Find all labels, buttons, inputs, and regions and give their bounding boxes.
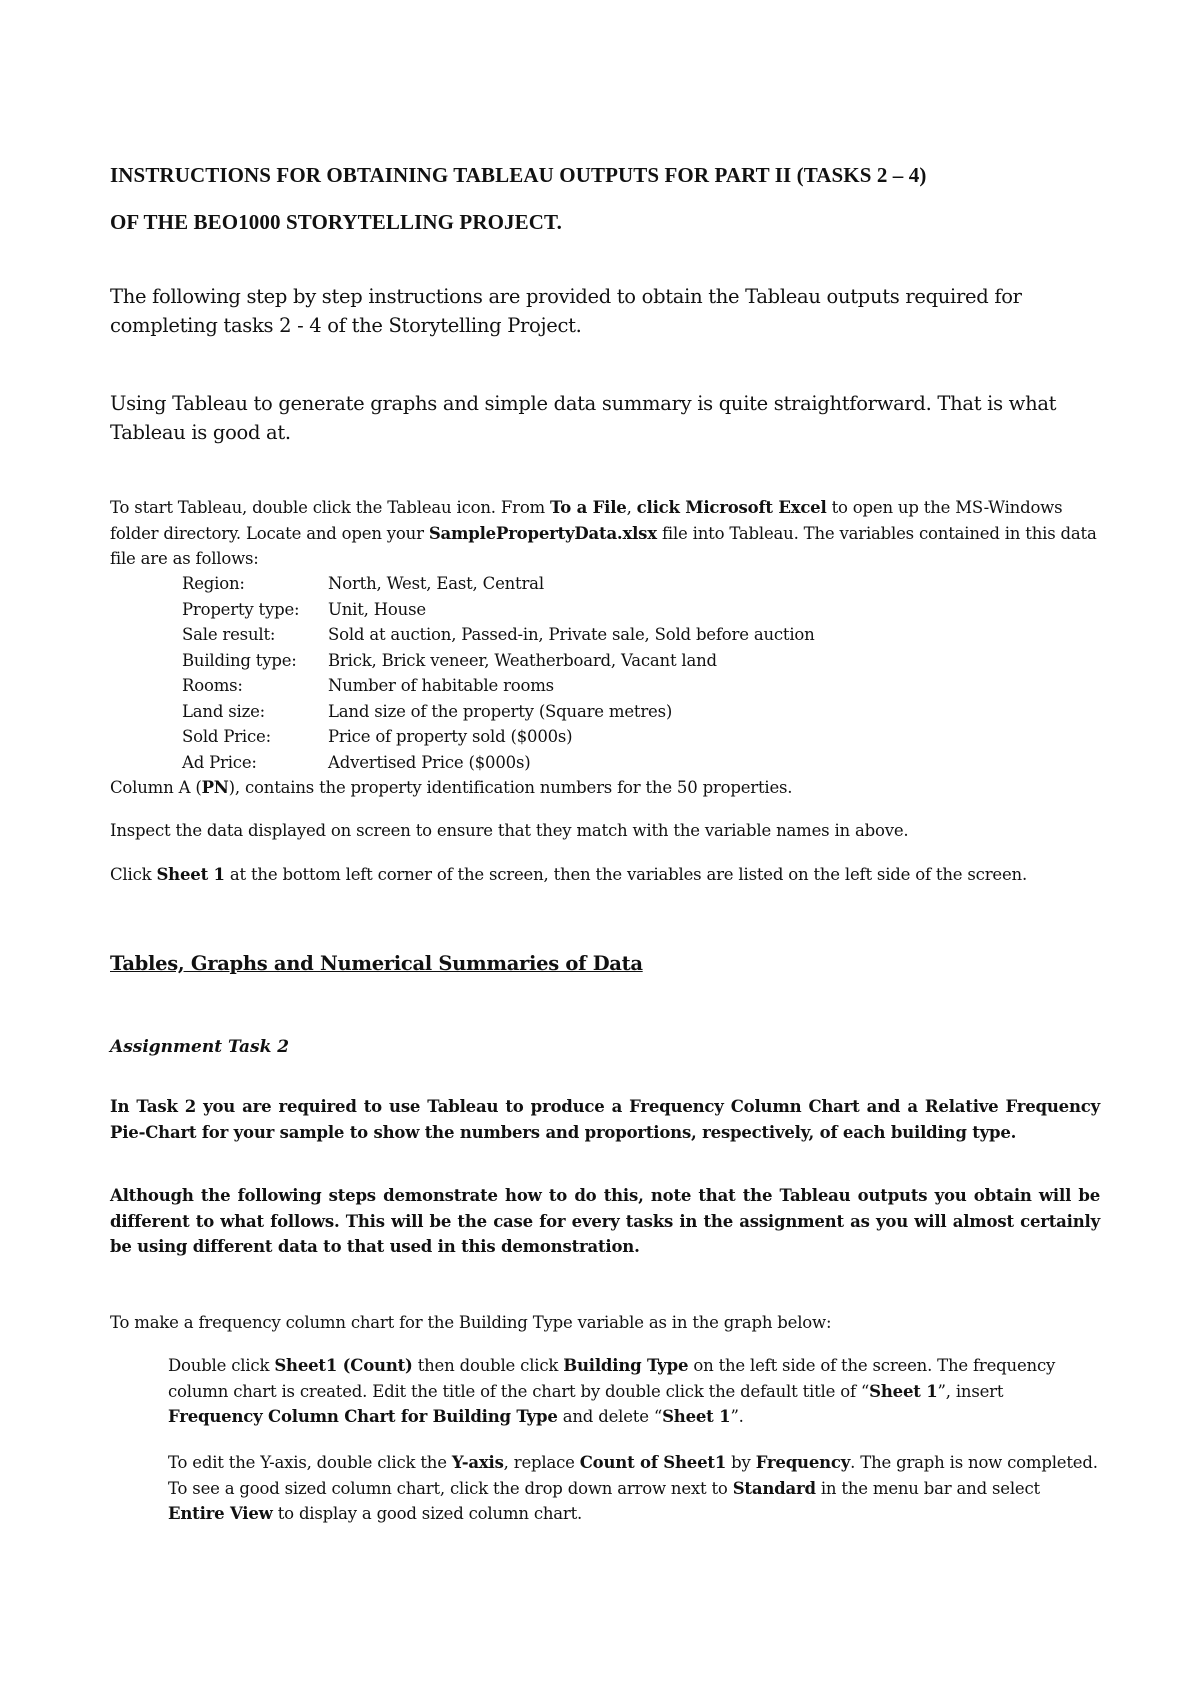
step2-bold-entire-view: Entire View (168, 1504, 273, 1523)
step2-bold-frequency: Frequency (755, 1453, 851, 1472)
column-a-note (110, 775, 1100, 801)
step2-bold-count-of-sheet1: Count of Sheet1 (579, 1453, 727, 1472)
variable-description: Brick, Brick veneer, Weatherboard, Vacant land (328, 650, 717, 670)
variable-row (110, 699, 1100, 725)
step1-bold-chart-title: Frequency Column Chart for Building Type (168, 1407, 558, 1426)
variable-name: Property type: (182, 599, 300, 619)
click-sheet-text-2: at the bottom left corner of the screen, then the variables are listed on the left side of the screen. (224, 865, 1027, 884)
variable-name: Sold Price: (182, 727, 271, 746)
section-heading: Tables, Graphs and Numerical Summaries of Data (110, 952, 643, 975)
variable-name: Ad Price: (182, 752, 257, 772)
variable-row (110, 622, 1100, 648)
start-text-3: to open up the MS-Windows folder directory. Locate and open your (110, 498, 1063, 543)
step-2-paragraph (168, 1450, 1100, 1527)
step2-text-1: To edit the Y-axis, double click the (168, 1453, 452, 1472)
step2-text-5: in the menu bar and select (815, 1478, 1040, 1498)
step2-bold-standard: Standard (732, 1478, 816, 1498)
start-bold-filename: SamplePropertyData.xlsx (428, 523, 657, 543)
task-note-paragraph: Although the following steps demonstrate how to do this, note that the Tableau outputs you obtain will be different to what follows. This will be the case for every tasks in the assignment as you will almost certainly be using different data to that used in this demonstration. (110, 1186, 1100, 1256)
variable-name: Region: (182, 574, 245, 593)
inspect-paragraph: Inspect the data displayed on screen to ensure that they match with the variable names in above. (110, 821, 909, 840)
variable-description: Sold at auction, Passed-in, Private sale, Sold before auction (328, 625, 815, 644)
variable-name: Land size: (182, 701, 265, 721)
variable-description: Unit, House (328, 599, 426, 619)
start-tableau-paragraph (110, 495, 1100, 572)
task-heading: Assignment Task 2 (110, 1037, 290, 1057)
variable-description: Land size of the property (Square metres) (328, 701, 673, 721)
variable-row (110, 597, 1100, 623)
intro-paragraph-2: Using Tableau to generate graphs and simple data summary is quite straightforward. That is what Tableau is good at. (110, 392, 1057, 444)
step1-text-6: ”. (730, 1407, 744, 1426)
column-a-text-1: Column A ( (110, 778, 202, 797)
step1-bold-sheet1-count: Sheet1 (Count) (274, 1356, 413, 1375)
step2-text-2: , replace (503, 1453, 580, 1472)
step1-text-2: then double click (412, 1356, 564, 1375)
step2-text-4: . The graph is now completed. To see a good sized column chart, click the drop down arrow next to (168, 1453, 1098, 1498)
start-bold-microsoft-excel: click Microsoft Excel (636, 498, 827, 517)
step1-bold-sheet1-a: Sheet 1 (869, 1381, 938, 1401)
make-chart-paragraph: To make a frequency column chart for the Building Type variable as in the graph below: (110, 1313, 832, 1332)
variable-row (110, 571, 1100, 597)
column-a-text-2: ), contains the property identification numbers for the 50 properties. (228, 778, 793, 797)
variable-name: Building type: (182, 650, 297, 670)
step1-text-4: ”, insert (937, 1381, 1004, 1401)
start-text-4: file into Tableau. The variables contained in this data file are as follows: (110, 523, 1097, 568)
step1-text-3: on the left side of the screen. The frequency column chart is created. Edit the title of the chart by double click the default title of “ (168, 1356, 1056, 1401)
variable-description: Advertised Price ($000s) (328, 752, 531, 772)
variable-description: Price of property sold ($000s) (328, 727, 573, 746)
start-text-2: , (626, 498, 637, 517)
click-sheet-paragraph (110, 862, 1100, 888)
step1-bold-building-type: Building Type (563, 1356, 689, 1375)
step1-bold-sheet1-b: Sheet 1 (662, 1407, 731, 1426)
column-a-bold-pn: PN (201, 778, 229, 797)
click-sheet-text-1: Click (110, 865, 157, 884)
step1-text-1: Double click (168, 1356, 275, 1375)
variable-name: Rooms: (182, 676, 243, 695)
title-line-1: INSTRUCTIONS FOR OBTAINING TABLEAU OUTPUTS FOR PART II (TASKS 2 – 4) (110, 163, 927, 187)
variable-row (110, 750, 1100, 776)
variable-description: Number of habitable rooms (328, 676, 554, 695)
variable-row (110, 648, 1100, 674)
step2-text-3: by (726, 1453, 756, 1472)
step2-text-6: to display a good sized column chart. (272, 1504, 583, 1523)
variable-row (110, 724, 1100, 750)
document-title (110, 152, 1100, 246)
step1-text-5: and delete “ (557, 1407, 663, 1426)
start-bold-to-a-file: To a File (550, 498, 627, 517)
title-line-2: OF THE BEO1000 STORYTELLING PROJECT. (110, 210, 562, 234)
start-text-1: To start Tableau, double click the Tableau icon. From (110, 498, 551, 517)
variable-list (110, 571, 1100, 775)
click-sheet-bold-sheet1: Sheet 1 (156, 865, 225, 884)
variable-row (110, 673, 1100, 699)
task-requirement-paragraph: In Task 2 you are required to use Tableau to produce a Frequency Column Chart and a Relative Frequency Pie-Chart for your sample to show the numbers and proportions, respectively, of each building type. (110, 1097, 1100, 1142)
step-1-paragraph (168, 1353, 1100, 1430)
intro-paragraph-1: The following step by step instructions are provided to obtain the Tableau outputs required for completing tasks 2 - 4 of the Storytelling Project. (110, 285, 1022, 337)
variable-name: Sale result: (182, 625, 276, 644)
variable-description: North, West, East, Central (328, 574, 544, 593)
step2-bold-y-axis: Y-axis (451, 1453, 504, 1472)
